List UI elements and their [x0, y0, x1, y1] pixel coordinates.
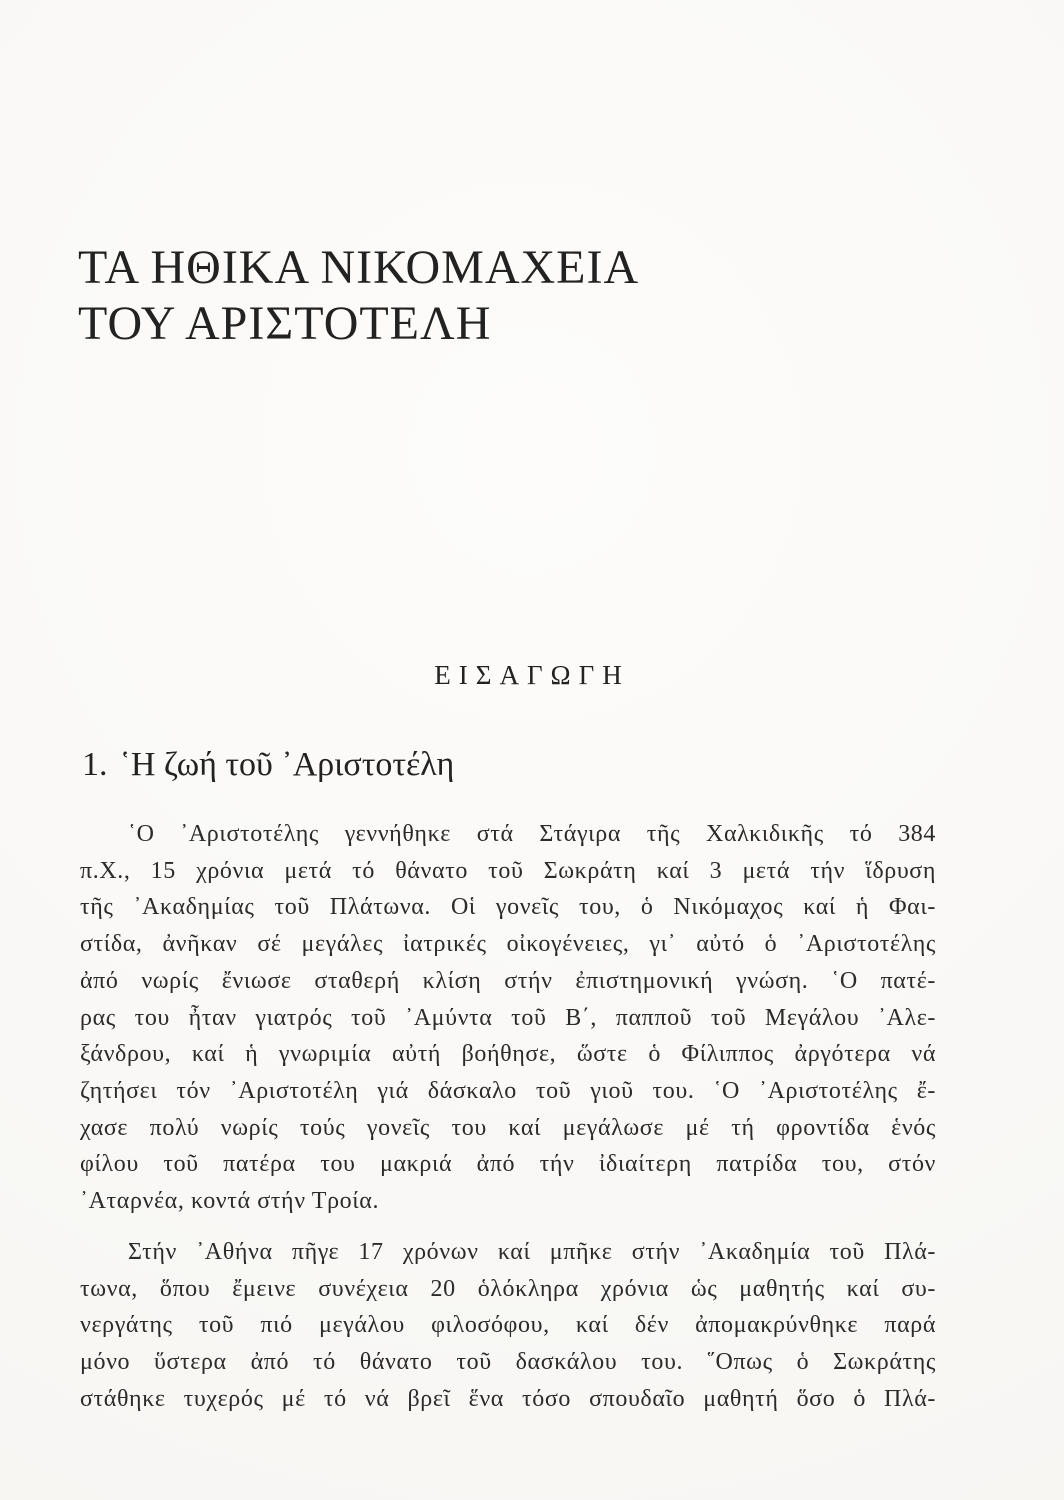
book-title — [78, 240, 639, 352]
paragraph-1 — [80, 816, 936, 1220]
text-line: ῾Ο ᾿Αριστοτέλης γεννήθηκε στά Στάγιρα τῆς Χαλκιδικῆς τό 384 — [128, 821, 936, 847]
text-line: τωνα, ὅπου ἔμεινε συνέχεια 20 ὁλόκληρα χρόνια ὡς μαθητής καί συ- — [80, 1275, 936, 1302]
text-line: μόνο ὕστερα ἀπό τό θάνατο τοῦ δασκάλου του. ῞Οπως ὁ Σωκράτης — [80, 1349, 936, 1376]
text-line: π.Χ., 15 χρόνια μετά τό θάνατο τοῦ Σωκράτη καί 3 μετά τήν ἵδρυση — [80, 857, 936, 884]
text-line: στάθηκε τυχερός μέ τό νά βρεῖ ἕνα τόσο σπουδαῖο μαθητή ὅσο ὁ Πλά- — [80, 1385, 936, 1412]
text-line: ξάνδρου, καί ἡ γνωριμία αὐτή βοήθησε, ὥστε ὁ Φίλιππος ἀργότερα νά — [80, 1041, 936, 1068]
text-line: τῆς ᾿Ακαδημίας τοῦ Πλάτωνα. Οἱ γονεῖς του, ὁ Νικόμαχος καί ἡ Φαι- — [80, 894, 936, 921]
section-heading: ΕΙΣΑΓΩΓΗ — [434, 660, 630, 690]
title-line-2: ΤΟΥ ΑΡΙΣΤΟΤΕΛΗ — [78, 297, 492, 350]
text-line: ζητήσει τόν ᾿Αριστοτέλη γιά δάσκαλο τοῦ γιοῦ του. ῾Ο ᾿Αριστοτέλης ἔ- — [80, 1077, 936, 1104]
text-line: ᾿Αταρνέα, κοντά στήν Τροία. — [80, 1188, 380, 1215]
text-line: χασε πολύ νωρίς τούς γονεῖς του καί μεγάλωσε μέ τή φροντίδα ἑνός — [80, 1114, 936, 1141]
title-line-1: ΤΑ ΗΘΙΚΑ ΝΙΚΟΜΑΧΕΙΑ — [78, 241, 640, 294]
text-line: στίδα, ἀνῆκαν σέ μεγάλες ἰατρικές οἰκογένειες, γι᾿ αὐτό ὁ ᾿Αριστοτέλης — [80, 931, 936, 958]
text-line: ἀπό νωρίς ἔνιωσε σταθερή κλίση στήν ἐπιστημονική γνώση. ῾Ο πατέ- — [80, 967, 936, 994]
subheading-number: 1. — [82, 746, 108, 783]
text-line: φίλου τοῦ πατέρα του μακριά ἀπό τήν ἰδιαίτερη πατρίδα του, στόν — [80, 1151, 936, 1178]
text-line: Στήν ᾿Αθήνα πῆγε 17 χρόνων καί μπῆκε στήν ᾿Ακαδημία τοῦ Πλά- — [128, 1239, 936, 1265]
chapter-subheading — [82, 746, 454, 784]
paragraph-2 — [80, 1234, 936, 1418]
text-line: νεργάτης τοῦ πιό μεγάλου φιλοσόφου, καί δέν ἀπομακρύνθηκε παρά — [80, 1312, 936, 1339]
text-line: ρας του ἦταν γιατρός τοῦ ᾿Αμύντα τοῦ Β΄, παπποῦ τοῦ Μεγάλου ᾿Αλε- — [80, 1004, 936, 1031]
subheading-text: ῾Η ζωή τοῦ ᾿Αριστοτέλη — [119, 746, 455, 783]
